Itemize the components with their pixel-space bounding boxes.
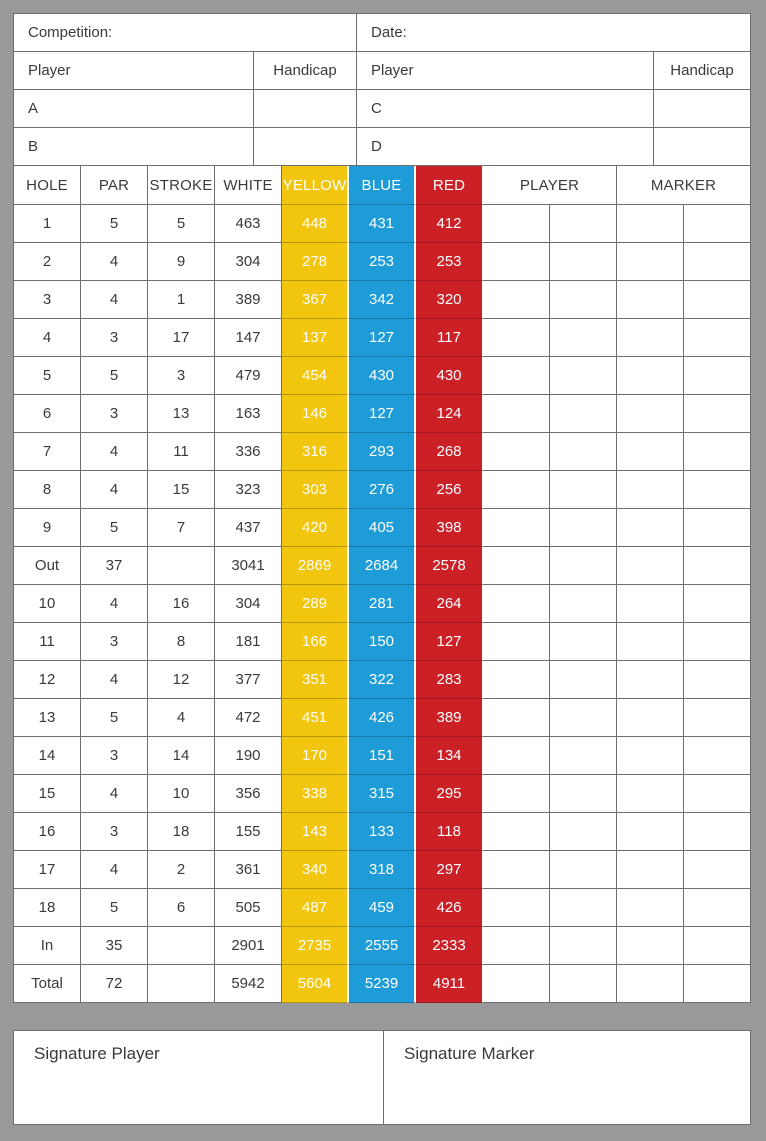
par-cell: 4 <box>81 851 148 889</box>
blue-distance-cell: 342 <box>349 281 416 319</box>
marker-score-cell[interactable] <box>684 775 751 813</box>
score-row <box>14 547 751 585</box>
player-score-cell[interactable] <box>483 737 550 775</box>
red-distance-cell: 2333 <box>416 927 483 965</box>
par-cell: 35 <box>81 927 148 965</box>
score-row <box>14 813 751 851</box>
hole-cell: 9 <box>14 509 81 547</box>
stroke-cell <box>148 547 215 585</box>
score-row <box>14 889 751 927</box>
par-cell: 72 <box>81 965 148 1003</box>
par-cell: 3 <box>81 395 148 433</box>
player-score-cell[interactable] <box>483 775 550 813</box>
handicap-header-right: Handicap <box>654 52 751 90</box>
info-section <box>14 14 751 166</box>
col-header-hole: HOLE <box>14 166 81 205</box>
col-header-marker: MARKER <box>617 166 751 205</box>
player-score-cell[interactable] <box>483 699 550 737</box>
yellow-distance-cell: 351 <box>282 661 349 699</box>
marker-score-cell[interactable] <box>617 471 684 509</box>
player-c-handicap-field[interactable] <box>654 90 751 128</box>
stroke-cell: 8 <box>148 623 215 661</box>
signature-marker-box[interactable] <box>384 1031 750 1124</box>
yellow-distance-cell: 166 <box>282 623 349 661</box>
player-score-cell[interactable] <box>483 927 550 965</box>
par-cell: 3 <box>81 737 148 775</box>
red-distance-cell: 297 <box>416 851 483 889</box>
marker-score-cell[interactable] <box>617 319 684 357</box>
hole-cell: 17 <box>14 851 81 889</box>
blue-distance-cell: 431 <box>349 205 416 243</box>
yellow-distance-cell: 2735 <box>282 927 349 965</box>
score-row <box>14 205 751 243</box>
stroke-cell: 9 <box>148 243 215 281</box>
white-distance-cell: 323 <box>215 471 282 509</box>
blue-distance-cell: 426 <box>349 699 416 737</box>
score-row <box>14 395 751 433</box>
competition-date-row <box>14 14 751 52</box>
hole-cell: 1 <box>14 205 81 243</box>
marker-score-cell[interactable] <box>617 813 684 851</box>
player-header-left: Player <box>14 52 254 90</box>
player-score-cell[interactable] <box>550 395 617 433</box>
marker-score-cell[interactable] <box>684 433 751 471</box>
stroke-cell: 2 <box>148 851 215 889</box>
hole-cell: 16 <box>14 813 81 851</box>
player-b-handicap-field[interactable] <box>254 128 357 166</box>
par-cell: 4 <box>81 661 148 699</box>
score-table-body <box>14 205 751 1003</box>
player-score-cell[interactable] <box>483 547 550 585</box>
player-score-cell[interactable] <box>550 661 617 699</box>
yellow-distance-cell: 143 <box>282 813 349 851</box>
player-score-cell[interactable] <box>550 319 617 357</box>
stroke-cell: 13 <box>148 395 215 433</box>
marker-score-cell[interactable] <box>684 395 751 433</box>
player-header-right: Player <box>357 52 654 90</box>
marker-score-cell[interactable] <box>617 509 684 547</box>
score-row <box>14 661 751 699</box>
yellow-distance-cell: 420 <box>282 509 349 547</box>
hole-cell: 12 <box>14 661 81 699</box>
player-score-cell[interactable] <box>483 319 550 357</box>
white-distance-cell: 163 <box>215 395 282 433</box>
marker-score-cell[interactable] <box>617 889 684 927</box>
marker-score-cell[interactable] <box>684 813 751 851</box>
stroke-cell: 12 <box>148 661 215 699</box>
signature-marker-label: Signature Marker <box>404 1044 535 1063</box>
red-distance-cell: 430 <box>416 357 483 395</box>
par-cell: 4 <box>81 243 148 281</box>
hole-cell: 6 <box>14 395 81 433</box>
hole-cell: 5 <box>14 357 81 395</box>
player-score-cell[interactable] <box>550 357 617 395</box>
yellow-distance-cell: 289 <box>282 585 349 623</box>
white-distance-cell: 181 <box>215 623 282 661</box>
marker-score-cell[interactable] <box>617 699 684 737</box>
yellow-distance-cell: 340 <box>282 851 349 889</box>
stroke-cell <box>148 965 215 1003</box>
hole-cell: 10 <box>14 585 81 623</box>
red-distance-cell: 283 <box>416 661 483 699</box>
red-distance-cell: 320 <box>416 281 483 319</box>
blue-distance-cell: 315 <box>349 775 416 813</box>
white-distance-cell: 356 <box>215 775 282 813</box>
par-cell: 4 <box>81 775 148 813</box>
hole-cell: Total <box>14 965 81 1003</box>
player-d-name-field[interactable] <box>357 128 654 166</box>
marker-score-cell[interactable] <box>617 851 684 889</box>
marker-score-cell[interactable] <box>617 243 684 281</box>
marker-score-cell[interactable] <box>617 205 684 243</box>
score-row <box>14 623 751 661</box>
white-distance-cell: 361 <box>215 851 282 889</box>
marker-score-cell[interactable] <box>617 737 684 775</box>
yellow-distance-cell: 303 <box>282 471 349 509</box>
player-a-handicap-field[interactable] <box>254 90 357 128</box>
signature-player-label: Signature Player <box>34 1044 160 1063</box>
player-d-letter: D <box>371 138 382 155</box>
marker-score-cell[interactable] <box>684 661 751 699</box>
player-score-cell[interactable] <box>483 281 550 319</box>
stroke-cell: 17 <box>148 319 215 357</box>
par-cell: 5 <box>81 889 148 927</box>
par-cell: 3 <box>81 813 148 851</box>
blue-distance-cell: 430 <box>349 357 416 395</box>
yellow-distance-cell: 137 <box>282 319 349 357</box>
score-row <box>14 585 751 623</box>
stroke-cell: 7 <box>148 509 215 547</box>
player-score-cell[interactable] <box>483 471 550 509</box>
white-distance-cell: 472 <box>215 699 282 737</box>
player-score-cell[interactable] <box>483 357 550 395</box>
player-score-cell[interactable] <box>550 737 617 775</box>
blue-distance-cell: 322 <box>349 661 416 699</box>
player-score-cell[interactable] <box>550 699 617 737</box>
white-distance-cell: 336 <box>215 433 282 471</box>
score-row <box>14 433 751 471</box>
score-row <box>14 775 751 813</box>
hole-cell: 15 <box>14 775 81 813</box>
stroke-cell: 5 <box>148 205 215 243</box>
marker-score-cell[interactable] <box>617 281 684 319</box>
par-cell: 5 <box>81 205 148 243</box>
red-distance-cell: 134 <box>416 737 483 775</box>
competition-field[interactable] <box>14 14 357 52</box>
col-header-par: PAR <box>81 166 148 205</box>
player-score-cell[interactable] <box>483 851 550 889</box>
blue-distance-cell: 2555 <box>349 927 416 965</box>
hole-cell: 8 <box>14 471 81 509</box>
marker-score-cell[interactable] <box>684 699 751 737</box>
player-score-cell[interactable] <box>483 509 550 547</box>
signature-player-box[interactable] <box>14 1031 384 1124</box>
marker-score-cell[interactable] <box>617 927 684 965</box>
marker-score-cell[interactable] <box>684 965 751 1003</box>
white-distance-cell: 147 <box>215 319 282 357</box>
yellow-distance-cell: 338 <box>282 775 349 813</box>
player-score-cell[interactable] <box>483 813 550 851</box>
yellow-distance-cell: 316 <box>282 433 349 471</box>
white-distance-cell: 437 <box>215 509 282 547</box>
par-cell: 5 <box>81 509 148 547</box>
par-cell: 37 <box>81 547 148 585</box>
white-distance-cell: 479 <box>215 357 282 395</box>
player-b-letter: B <box>28 138 39 155</box>
player-score-cell[interactable] <box>483 585 550 623</box>
hole-cell: Out <box>14 547 81 585</box>
white-distance-cell: 190 <box>215 737 282 775</box>
white-distance-cell: 304 <box>215 243 282 281</box>
player-c-name-field[interactable] <box>357 90 654 128</box>
stroke-cell: 14 <box>148 737 215 775</box>
par-cell: 3 <box>81 319 148 357</box>
hole-cell: 4 <box>14 319 81 357</box>
player-a-name-field[interactable] <box>14 90 254 128</box>
date-label: Date: <box>371 24 407 41</box>
red-distance-cell: 412 <box>416 205 483 243</box>
marker-score-cell[interactable] <box>684 357 751 395</box>
marker-score-cell[interactable] <box>617 661 684 699</box>
marker-score-cell[interactable] <box>684 205 751 243</box>
score-row <box>14 927 751 965</box>
blue-distance-cell: 459 <box>349 889 416 927</box>
player-score-cell[interactable] <box>483 395 550 433</box>
blue-distance-cell: 151 <box>349 737 416 775</box>
col-header-red: RED <box>416 166 483 205</box>
col-header-stroke: STROKE <box>148 166 215 205</box>
marker-score-cell[interactable] <box>617 623 684 661</box>
red-distance-cell: 268 <box>416 433 483 471</box>
marker-score-cell[interactable] <box>684 319 751 357</box>
blue-distance-cell: 150 <box>349 623 416 661</box>
yellow-distance-cell: 451 <box>282 699 349 737</box>
red-distance-cell: 295 <box>416 775 483 813</box>
hole-cell: 11 <box>14 623 81 661</box>
par-cell: 5 <box>81 699 148 737</box>
par-cell: 3 <box>81 623 148 661</box>
hole-cell: 3 <box>14 281 81 319</box>
par-cell: 5 <box>81 357 148 395</box>
blue-distance-cell: 253 <box>349 243 416 281</box>
white-distance-cell: 304 <box>215 585 282 623</box>
blue-distance-cell: 281 <box>349 585 416 623</box>
player-score-cell[interactable] <box>550 433 617 471</box>
white-distance-cell: 463 <box>215 205 282 243</box>
player-score-cell[interactable] <box>550 509 617 547</box>
marker-score-cell[interactable] <box>617 395 684 433</box>
player-score-cell[interactable] <box>550 927 617 965</box>
player-score-cell[interactable] <box>483 661 550 699</box>
red-distance-cell: 2578 <box>416 547 483 585</box>
par-cell: 4 <box>81 433 148 471</box>
competition-label: Competition: <box>28 24 113 41</box>
yellow-distance-cell: 278 <box>282 243 349 281</box>
marker-score-cell[interactable] <box>684 509 751 547</box>
hole-cell: 14 <box>14 737 81 775</box>
marker-score-cell[interactable] <box>684 623 751 661</box>
blue-distance-cell: 5239 <box>349 965 416 1003</box>
red-distance-cell: 117 <box>416 319 483 357</box>
player-score-cell[interactable] <box>483 243 550 281</box>
red-distance-cell: 118 <box>416 813 483 851</box>
player-score-cell[interactable] <box>550 281 617 319</box>
red-distance-cell: 253 <box>416 243 483 281</box>
blue-distance-cell: 133 <box>349 813 416 851</box>
player-score-cell[interactable] <box>550 813 617 851</box>
col-header-player: PLAYER <box>483 166 617 205</box>
date-field[interactable] <box>357 14 751 52</box>
stroke-cell: 11 <box>148 433 215 471</box>
white-distance-cell: 505 <box>215 889 282 927</box>
white-distance-cell: 5942 <box>215 965 282 1003</box>
score-row <box>14 471 751 509</box>
marker-score-cell[interactable] <box>684 471 751 509</box>
player-score-cell[interactable] <box>550 585 617 623</box>
stroke-cell: 4 <box>148 699 215 737</box>
marker-score-cell[interactable] <box>684 547 751 585</box>
yellow-distance-cell: 487 <box>282 889 349 927</box>
marker-score-cell[interactable] <box>684 281 751 319</box>
red-distance-cell: 4911 <box>416 965 483 1003</box>
score-row <box>14 965 751 1003</box>
stroke-cell: 3 <box>148 357 215 395</box>
white-distance-cell: 155 <box>215 813 282 851</box>
stroke-cell: 6 <box>148 889 215 927</box>
red-distance-cell: 256 <box>416 471 483 509</box>
marker-score-cell[interactable] <box>684 585 751 623</box>
hole-cell: 18 <box>14 889 81 927</box>
score-row <box>14 699 751 737</box>
player-score-cell[interactable] <box>550 243 617 281</box>
red-distance-cell: 264 <box>416 585 483 623</box>
white-distance-cell: 2901 <box>215 927 282 965</box>
player-row-a-c <box>14 90 751 128</box>
marker-score-cell[interactable] <box>617 585 684 623</box>
player-row-b-d <box>14 128 751 166</box>
hole-cell: 2 <box>14 243 81 281</box>
blue-distance-cell: 127 <box>349 395 416 433</box>
marker-score-cell[interactable] <box>684 851 751 889</box>
signature-section <box>13 1030 751 1125</box>
marker-score-cell[interactable] <box>684 927 751 965</box>
score-row <box>14 281 751 319</box>
marker-score-cell[interactable] <box>684 243 751 281</box>
hole-cell: In <box>14 927 81 965</box>
col-header-white: WHITE <box>215 166 282 205</box>
score-row <box>14 509 751 547</box>
player-score-cell[interactable] <box>550 623 617 661</box>
col-header-blue: BLUE <box>349 166 416 205</box>
score-table-header <box>14 166 751 205</box>
red-distance-cell: 124 <box>416 395 483 433</box>
par-cell: 4 <box>81 471 148 509</box>
player-b-name-field[interactable] <box>14 128 254 166</box>
red-distance-cell: 426 <box>416 889 483 927</box>
hole-cell: 13 <box>14 699 81 737</box>
score-row <box>14 319 751 357</box>
col-header-yellow: YELLOW <box>282 166 349 205</box>
player-score-cell[interactable] <box>483 205 550 243</box>
yellow-distance-cell: 454 <box>282 357 349 395</box>
marker-score-cell[interactable] <box>617 965 684 1003</box>
stroke-cell: 1 <box>148 281 215 319</box>
yellow-distance-cell: 170 <box>282 737 349 775</box>
player-handicap-header-row <box>14 52 751 90</box>
score-row <box>14 737 751 775</box>
player-score-cell[interactable] <box>550 889 617 927</box>
player-score-cell[interactable] <box>483 965 550 1003</box>
yellow-distance-cell: 367 <box>282 281 349 319</box>
score-row <box>14 243 751 281</box>
white-distance-cell: 389 <box>215 281 282 319</box>
scorecard <box>13 13 751 1003</box>
marker-score-cell[interactable] <box>617 433 684 471</box>
marker-score-cell[interactable] <box>617 547 684 585</box>
player-c-letter: C <box>371 100 382 117</box>
blue-distance-cell: 405 <box>349 509 416 547</box>
yellow-distance-cell: 5604 <box>282 965 349 1003</box>
marker-score-cell[interactable] <box>684 889 751 927</box>
player-score-cell[interactable] <box>550 205 617 243</box>
player-score-cell[interactable] <box>483 433 550 471</box>
player-a-letter: A <box>28 100 39 117</box>
stroke-cell: 10 <box>148 775 215 813</box>
player-d-handicap-field[interactable] <box>654 128 751 166</box>
yellow-distance-cell: 2869 <box>282 547 349 585</box>
player-score-cell[interactable] <box>550 775 617 813</box>
marker-score-cell[interactable] <box>617 357 684 395</box>
player-score-cell[interactable] <box>550 471 617 509</box>
player-score-cell[interactable] <box>483 889 550 927</box>
red-distance-cell: 127 <box>416 623 483 661</box>
marker-score-cell[interactable] <box>617 775 684 813</box>
stroke-cell: 15 <box>148 471 215 509</box>
hole-cell: 7 <box>14 433 81 471</box>
white-distance-cell: 3041 <box>215 547 282 585</box>
score-row <box>14 357 751 395</box>
blue-distance-cell: 127 <box>349 319 416 357</box>
blue-distance-cell: 293 <box>349 433 416 471</box>
blue-distance-cell: 318 <box>349 851 416 889</box>
score-row <box>14 851 751 889</box>
par-cell: 4 <box>81 281 148 319</box>
stroke-cell <box>148 927 215 965</box>
player-score-cell[interactable] <box>550 965 617 1003</box>
marker-score-cell[interactable] <box>684 737 751 775</box>
white-distance-cell: 377 <box>215 661 282 699</box>
blue-distance-cell: 276 <box>349 471 416 509</box>
stroke-cell: 16 <box>148 585 215 623</box>
player-score-cell[interactable] <box>550 547 617 585</box>
yellow-distance-cell: 448 <box>282 205 349 243</box>
blue-distance-cell: 2684 <box>349 547 416 585</box>
handicap-header-left: Handicap <box>254 52 357 90</box>
red-distance-cell: 398 <box>416 509 483 547</box>
red-distance-cell: 389 <box>416 699 483 737</box>
player-score-cell[interactable] <box>483 623 550 661</box>
stroke-cell: 18 <box>148 813 215 851</box>
yellow-distance-cell: 146 <box>282 395 349 433</box>
player-score-cell[interactable] <box>550 851 617 889</box>
par-cell: 4 <box>81 585 148 623</box>
